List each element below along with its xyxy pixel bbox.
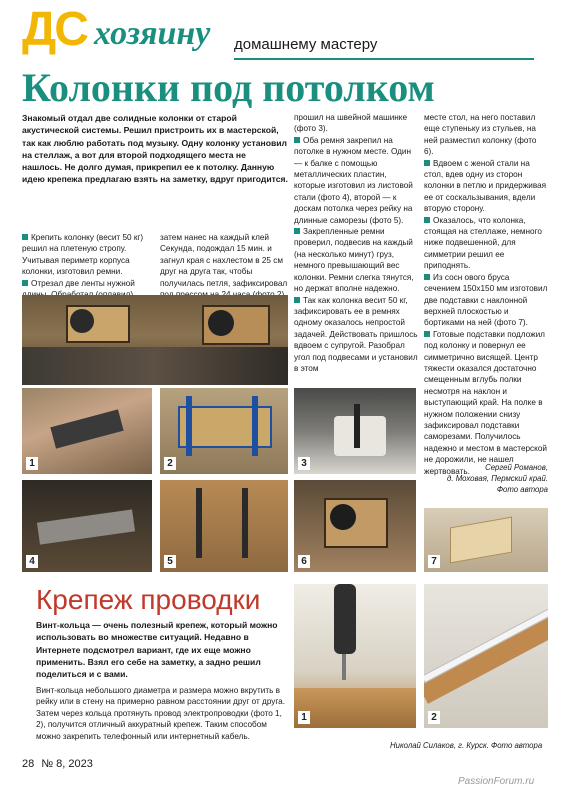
article-intro: Знакомый отдал две солидные колонки от старой акустической системы. Решил пристроить их в мастерской, так как люблю работать под музыку. Одну колонку установил на стеллаж, а вот для второй подходящего места не нашлось. Не долго думая, прикрепил ее к потолку. Данную идею крепежа предлагаю взять на заметку, вдруг пригодится. [22,113,288,185]
paragraph: Отрезал две ленты нужной [22,278,150,312]
paragraph: Готовые подставки подложил под колонку и повернул ее симметрично висящей. Центр тяжести оказался достаточно смещенным вглубь полки несмотря на наклон и выступающий край. На полке в нужном положении снизу зафиксировал подставки саморезами. Получилось надежно и местом в мастерской не дорожили, не нашел жертвовать. [424,329,547,476]
bullet-icon [294,137,300,143]
paragraph: Из сосн ового бруса сечением 150х150 мм изготовил две подставки с наклонной верхней плоскостью и бортиками на ней (фото 7). [424,272,548,328]
paragraph: затем нанес на каждый клей Секунда, подождал 15 мин. и загнул края с нахлестом в 25 см друг на друга так, чтобы получилась петля, зафиксировал [160,233,288,288]
paragraph: Оба ремня закрепил на потолке в нужном месте. Один — к балке с помощью металлических пластин, которые изготовил из листовой стали (фото 4), второй — к доскам потолка через рейку на длинные саморезы (фото 5). [294,135,413,225]
bullet-icon [294,297,300,303]
article-2-title: Крепеж проводки [36,584,261,615]
photo-label: 2 [428,711,440,724]
bullet-icon [22,234,28,240]
photo-4 [22,480,152,572]
paragraph: Закрепленные ремни проверил, подвесив на каждый (на несколько минут) груз, немного превышающий вес колонки. Ремни слегка тянутся, но держат вполне надежно. [294,227,414,294]
bullet-icon [22,280,28,286]
author-name: Сергей Романов, [485,463,548,472]
photo-3 [294,388,416,474]
photo-label: 6 [298,555,310,568]
paragraph: Так как колонка весит 50 кг, зафиксировать ее в ремнях одному оказалось непростой задачей. Действовать пришлось вдвоем с супругой. Разобрал угол под подвесами и установил в этом [294,295,418,373]
photo-speaker-ceiling [22,295,288,385]
photo-label: 7 [428,555,440,568]
article-2-body: Винт-кольца небольшого диаметра и размера можно вкрутить в рейку или в стену на примерно равном расстоянии друг от друга. Затем через кольца протянуть провод электропроводки (фото 1, 2), получится отличный аккуратный крепеж. Таким способом можно закрепить телефонный или интернетный кабель. [36,686,286,741]
text-column-4 [424,112,548,477]
photo-screw-eye-install [294,584,416,728]
magazine-badge: ДС [22,3,87,56]
author-signature [424,462,548,495]
paragraph: Крепить колонку (весит 50 кг) решил на плетеную стропу. Учитывая периметр корпуса колонки, изготовил ремни. [22,233,144,277]
paragraph: месте стол, на него поставил еще ступеньку из стульев, на ней разместил колонку (фото 6). [424,113,537,157]
paragraph: прошил на швейной машинке (фото 3). [294,113,408,134]
author-location: д. Моховая, Пермский край. [447,474,548,483]
watermark: PassionForum.ru [458,776,535,787]
bullet-icon [424,160,430,166]
photo-label: 3 [298,457,310,470]
photo-label: 5 [164,555,176,568]
photo-label: 1 [298,711,310,724]
subsection-title: домашнему мастеру [234,36,378,53]
bullet-icon [424,217,430,223]
page-footer [22,758,93,770]
bullet-icon [424,274,430,280]
article-title: Колонки под потолком [22,65,435,110]
photo-label: 1 [26,457,38,470]
photo-5 [160,480,288,572]
photo-1 [22,388,152,474]
photo-label: 4 [26,555,38,568]
photo-7 [424,508,548,572]
page-number: 28 [22,758,35,770]
article-2-author: Николай Силаков, г. Курск. Фото автора [390,741,543,750]
bullet-icon [294,228,300,234]
photo-label: 2 [164,457,176,470]
photo-6 [294,480,416,572]
bullet-icon [424,331,430,337]
issue-number: № 8, 2023 [41,758,93,770]
article-2-intro: Винт-кольца — очень полезный крепеж, который можно использовать во множестве ситуаций. Недавно в Интернете подсмотрел вариант, где их еще можно применить. Взял его себе на заметку, а задно решил поделиться и с вами. [36,620,278,680]
photo-2 [160,388,288,474]
photo-wiring-run [424,584,548,728]
section-title: хозяину [94,15,211,52]
photo-credit: Фото автора [496,485,548,494]
header-rule [234,58,534,60]
paragraph: Вдвоем с женой стали на стол, вдев одну из сторон колонки в петлю и придерживая ее от соскальзывания, вдели вторую сторону. [424,158,547,214]
paragraph: Оказалось, что колонка, стоящая на стеллаже, немного ниже подвешенной, для симметрии решил ее приподнять. [424,215,542,271]
text-column-3 [294,112,418,374]
